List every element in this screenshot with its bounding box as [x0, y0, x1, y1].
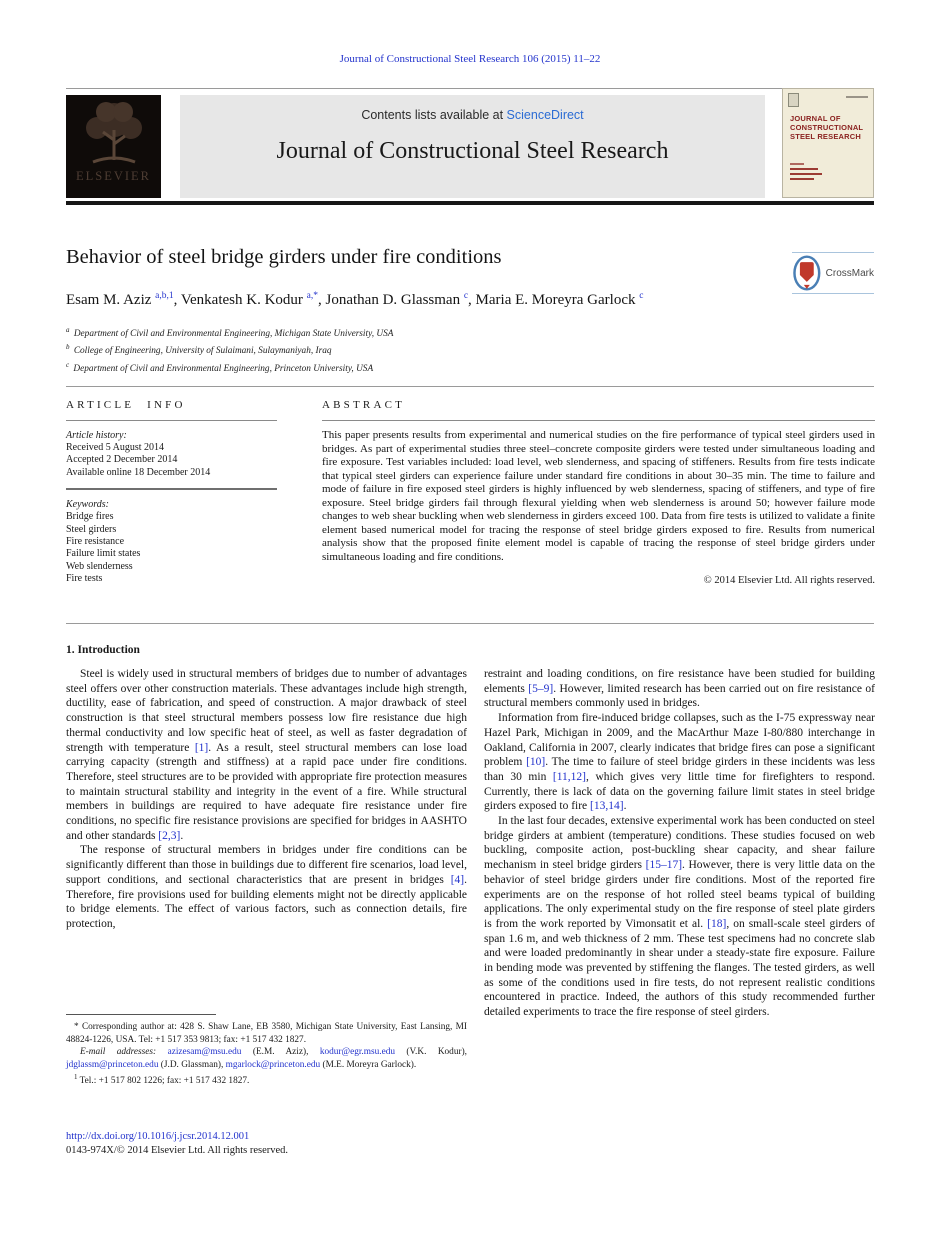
- article-history-label: Article history:: [66, 430, 127, 441]
- elsevier-wordmark: ELSEVIER: [75, 169, 152, 183]
- affiliation-line: [66, 341, 393, 358]
- paragraph: [484, 814, 875, 1020]
- paragraph: [66, 667, 467, 843]
- text-run: 1: [74, 1073, 78, 1082]
- author-line: [66, 291, 643, 309]
- keywords-label: Keywords:: [66, 499, 109, 511]
- text-run: In the last four decades, extensive experimental work has been conducted on steel bridge girders at ambient (temperature) conditions. These studies focused on web buckling, composite action, post-buckling shear capacity, and shear failure mechanism in steel bridge girders: [484, 815, 875, 872]
- cover-title-line: JOURNAL OF: [790, 114, 841, 123]
- affiliation-line: [66, 359, 393, 376]
- elsevier-tree-icon: [73, 96, 155, 172]
- keywords-list: [66, 511, 277, 585]
- cover-issn-bar: [846, 96, 868, 98]
- contents-text: Contents lists available at: [361, 108, 507, 122]
- citation-link[interactable]: [11,12]: [552, 770, 586, 783]
- text-run: E-mail addresses:: [80, 1047, 168, 1058]
- header-bottom-bar: [66, 201, 874, 205]
- doi-block: [66, 1130, 288, 1158]
- text-run: * Corresponding author at: 428 S. Shaw Lane, EB 3580, Michigan State University, East Lansing, MI 48824-1226, USA. Tel: +1 517 353 9813; fax: +1 517 432 1827.: [66, 1022, 467, 1045]
- affiliation-text: Department of Civil and Environmental Engineering, Michigan State University, USA: [71, 329, 394, 340]
- cover-editor-bar: [790, 178, 814, 180]
- abstract-text: This paper presents results from experimental and numerical studies on the fire performance of typical steel girders used in bridges. As part of experimental studies three steel–concrete composite girders were tested under simultaneous loading and fire exposure. Test variables included: load level, web slenderness, and spacing of stiffeners. Results from fire tests indicate that typical steel girders can experience failure under standard fire conditions in about 30–35 min. The time to failure and mode of failure in fire exposed steel girders is highly influenced by web slenderness, spacing of stiffeners, and type of fire exposure. Steel bridge girders fail through flexural yielding when web slenderness is around 50; however failure mode changes to web shear buckling when web slenderness in girders exceed 100. Data from fire tests is utilized to validate a finite element based numerical model for tracing the response of steel bridge girders exposed to fire. Results from numerical analysis show that the proposed finite element model is capable of tracing the response of steel bridge girders under simultaneous loading and fire conditions.: [322, 429, 875, 563]
- article-title: Behavior of steel bridge girders under fire conditions: [66, 246, 502, 268]
- article-info-heading: ARTICLE INFO: [66, 399, 186, 411]
- citation-link[interactable]: [2,3]: [158, 829, 181, 842]
- paragraph: [66, 1071, 467, 1088]
- keyword-item: Failure limit states: [66, 548, 141, 560]
- cover-title: [790, 114, 863, 141]
- citation-link[interactable]: [4]: [450, 873, 465, 886]
- author-affiliation-sup[interactable]: a,b,1: [155, 291, 174, 301]
- text-run: . As a result, steel structural members can lose load carrying capacity (strength and stiffness) at a rapid pace under fire conditions. Therefore, steel structures are to be provided with appropriate fire protection measures to maintain structural stability and integrity in the event of a fire. While structural members in buildings are required to have adequate fire resistance under fire conditions, no specific fire resistance provisions are specified for bridges in AASHTO and other standards: [66, 741, 467, 842]
- text-run: Steel is widely used in structural members of bridges due to number of advantages steel offers over other construction materials. These advantages include high strength, ductility, ease of fabrication, and speed of construction. A major drawback of steel construction is that steel structural members possess low fire resistance due high thermal conductivity and low specific heat of steel, as well as faster degradation of strength with temperature: [66, 668, 467, 754]
- text-run: (E.M. Aziz),: [241, 1047, 320, 1058]
- section-heading-introduction: 1. Introduction: [66, 644, 140, 656]
- text-run: .: [180, 829, 184, 842]
- paragraph: [484, 667, 875, 711]
- paragraph: [66, 1021, 467, 1046]
- cover-editors-label-bar: [790, 163, 804, 165]
- author-separator: ,: [173, 292, 181, 308]
- paragraph: [66, 1046, 467, 1071]
- text-run: restraint and loading conditions, on fire resistance have been studied for building elements: [484, 668, 875, 695]
- footnote-rule: [66, 1014, 216, 1015]
- text-run: . Therefore, fire provisions used for building elements might not be directly applicable to bridge elements. The effect of various factors, such as connection details, fire protection,: [66, 873, 467, 930]
- crossmark-icon: [792, 254, 822, 292]
- affiliation-text: Department of Civil and Environmental Engineering, Princeton University, USA: [71, 363, 374, 374]
- info-section-top-rule: [66, 386, 874, 387]
- abstract-column: [322, 399, 875, 586]
- keyword-item: Web slenderness: [66, 560, 133, 572]
- citation-link[interactable]: [10]: [526, 756, 546, 769]
- journal-reference-line: Journal of Constructional Steel Research 106 (2015) 11–22: [339, 53, 601, 65]
- history-item: Received 5 August 2014: [66, 442, 165, 453]
- text-run: (J.D. Glassman),: [158, 1059, 226, 1070]
- cover-title-line: STEEL RESEARCH: [790, 132, 862, 141]
- citation-link[interactable]: [1]: [194, 741, 209, 754]
- email-link[interactable]: jdglassm@princeton.edu: [66, 1059, 159, 1070]
- keyword-item: Fire tests: [66, 573, 103, 585]
- elsevier-logo: [66, 95, 161, 198]
- article-history-list: [66, 442, 277, 479]
- cover-title-line: CONSTRUCTIONAL: [790, 123, 864, 132]
- affiliation-line: [66, 324, 393, 341]
- author-affiliation-sup[interactable]: a,*: [306, 291, 319, 301]
- text-run: . However, limited research has been carried out on fire resistance of structural members commonly used in bridges.: [484, 682, 875, 710]
- author-affiliation-sup[interactable]: c: [639, 291, 644, 301]
- text-run: The response of structural members in bridges under fire conditions can be significantly different than those in buildings due to different fire scenarios, load level, support conditions, and sectional characteristics that are present in bridges: [66, 844, 467, 886]
- citation-link[interactable]: [15–17]: [645, 859, 683, 872]
- author-name: Jonathan D. Glassman: [325, 292, 464, 308]
- abstract-heading: ABSTRACT: [322, 399, 406, 411]
- affiliation-sup: a: [66, 326, 70, 334]
- email-link[interactable]: azizesam@msu.edu: [167, 1047, 242, 1058]
- author-name: Esam M. Aziz: [66, 292, 156, 308]
- text-run: . However, there is very little data on the behavior of steel bridge girders under fire conditions. Most of the reported fire experiments are on the response of hot rolled steel beams typical of building applications. The only experimental study on the fire response of steel plate girders is from the work reported by Vimonsatit et al.: [484, 859, 875, 930]
- body-left-column: [66, 667, 467, 932]
- rule: [322, 420, 875, 421]
- text-run: Information from fire-induced bridge collapses, such as the I-75 expressway near Hazel Park, Michigan in 2009, and the MacArthur Maze I-80/880 interchange in Oakland, California in 2007, clearly indicates that bridge fires can pose a significant problem: [484, 712, 875, 769]
- author-affiliation-sup[interactable]: c: [463, 291, 469, 301]
- paragraph: [66, 843, 467, 931]
- author-separator: ,: [318, 292, 326, 308]
- text-run: .: [623, 800, 627, 813]
- copyright-line: © 2014 Elsevier Ltd. All rights reserved.: [703, 575, 875, 586]
- keyword-item: Bridge fires: [66, 511, 114, 523]
- text-run: (V.K. Kodur),: [395, 1047, 467, 1058]
- email-link[interactable]: kodur@egr.msu.edu: [319, 1047, 396, 1058]
- text-run: Tel.: +1 517 802 1226; fax: +1 517 432 1827.: [77, 1076, 250, 1087]
- body-right-column: [484, 667, 875, 1020]
- affiliation-sup: c: [66, 360, 70, 369]
- text-run: (M.E. Moreyra Garlock).: [320, 1059, 417, 1070]
- journal-banner-title: Journal of Constructional Steel Research: [276, 138, 669, 164]
- rule: [66, 420, 277, 421]
- rule: [66, 488, 277, 490]
- text-run: , on small-scale steel girders of span 1.6 m, and web thickness of 2 mm. These test specimens had no concrete slab and were loaded predominantly in shear under a steady-state fire exposure. Failure in bending mode was prevented by stiffening the flanges. The tested girders, as well as some of the conditions used in fire tests, do not represent realistic conditions encountered in practice. Indeed, the authors of this study recommended further detailed experiments to trace the fire response of steel girders.: [484, 917, 875, 1019]
- affiliations: [66, 324, 393, 376]
- doi-link[interactable]: http://dx.doi.org/10.1016/j.jcsr.2014.12.001: [66, 1131, 250, 1142]
- header-top-rule: [66, 88, 874, 89]
- email-link[interactable]: mgarlock@princeton.edu: [225, 1059, 321, 1070]
- history-item: Accepted 2 December 2014: [66, 454, 178, 466]
- contents-line: [180, 95, 765, 122]
- citation-link[interactable]: [18]: [707, 917, 727, 930]
- footnotes-block: [66, 1014, 467, 1088]
- cover-mini-logo: [788, 93, 799, 107]
- footnotes: [66, 1021, 467, 1088]
- author-name: Venkatesh K. Kodur: [180, 292, 307, 308]
- crossmark-label: CrossMark: [825, 267, 874, 279]
- article-info-column: [66, 399, 277, 586]
- crossmark-badge[interactable]: [792, 252, 874, 294]
- info-section-bottom-rule: [66, 623, 874, 624]
- keyword-item: Fire resistance: [66, 536, 125, 548]
- keyword-item: Steel girders: [66, 523, 117, 535]
- issn-copyright-line: 0143-974X/© 2014 Elsevier Ltd. All rights reserved.: [66, 1145, 289, 1156]
- text-run: . The time to failure of steel bridge girders in these incidents was less than 30 min: [484, 756, 876, 783]
- affiliation-text: College of Engineering, University of Sulaimani, Sulaymaniyah, Iraq: [71, 346, 332, 357]
- history-item: Available online 18 December 2014: [66, 466, 211, 478]
- citation-link[interactable]: [13,14]: [590, 800, 624, 813]
- author-separator: ,: [468, 292, 476, 308]
- author-name: Maria E. Moreyra Garlock: [475, 292, 640, 308]
- cover-editor-bar: [790, 173, 822, 175]
- sciencedirect-link[interactable]: ScienceDirect: [506, 108, 584, 122]
- journal-banner: [180, 95, 765, 198]
- text-run: , which gives very little time for firefighters to respond. Currently, there is lack of data on the governing failure limit states in steel bridge girders exposed to fire: [484, 770, 875, 813]
- journal-cover-thumbnail: [782, 88, 874, 198]
- cover-editor-bar: [790, 168, 818, 170]
- affiliation-sup: b: [66, 343, 70, 352]
- paragraph: [484, 711, 875, 814]
- citation-link[interactable]: [5–9]: [528, 682, 554, 695]
